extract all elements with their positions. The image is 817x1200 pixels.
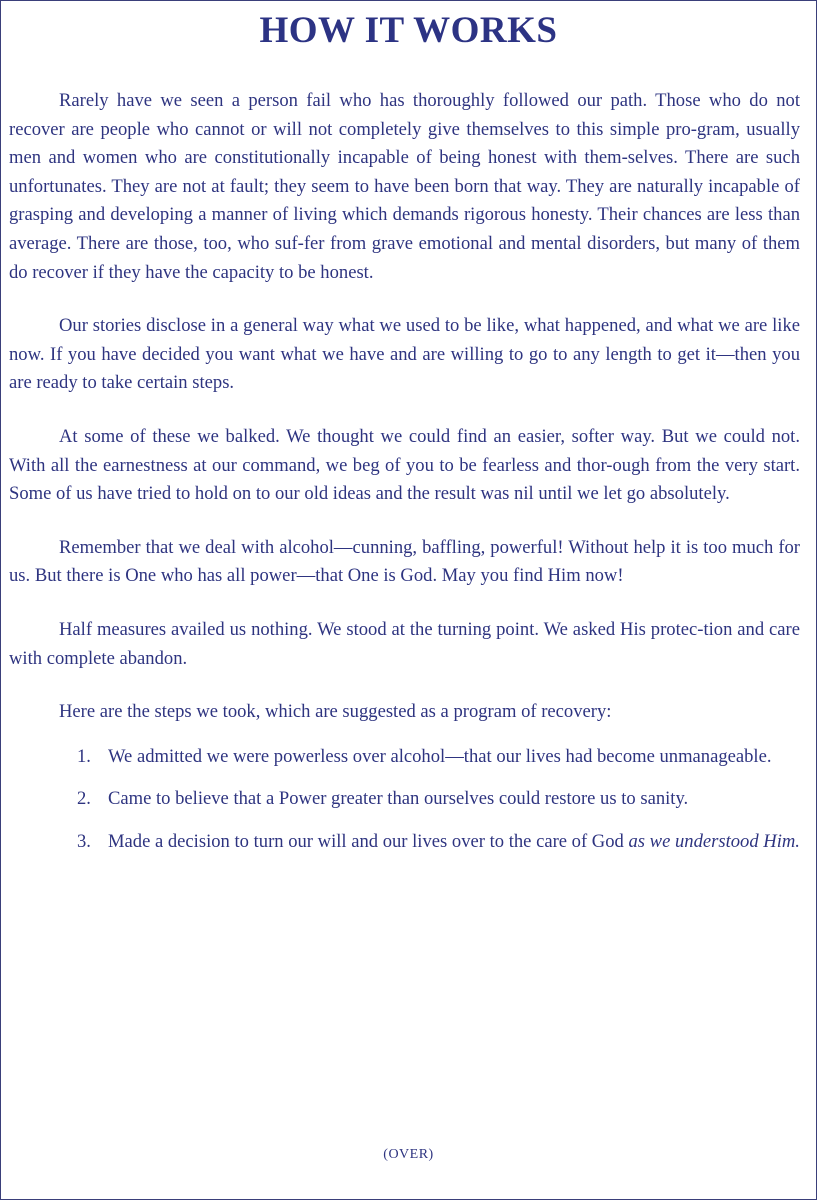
steps-intro: Here are the steps we took, which are suggested as a program of recovery:: [59, 701, 612, 723]
steps-list: [9, 743, 800, 857]
paragraph-5: Half measures availed us nothing. We stood at the turning point. We asked His protec-tion and care with complete abandon.: [9, 618, 800, 669]
paragraph-1: Rarely have we seen a person fail who has thoroughly followed our path. Those who do not recover are people who cannot or will not completely give themselves to this simple pro-gram, usually men and women who are constitutionally incapable of being honest with them-selves. There are such unfortunates. They are not at fault; they seem to have been born that way. They are naturally incapable of grasping and developing a manner of living which demands rigorous honesty. Their chances are less than average. There are those, too, who suf-fer from grave emotional and mental disorders, but many of them do recover if they have the capacity to be honest.: [9, 90, 800, 283]
step-number: 2.: [77, 788, 91, 810]
step-number: 1.: [77, 745, 91, 767]
step-text: [108, 788, 688, 809]
step-text: [108, 746, 772, 767]
step-text-main: Made a decision to turn our will and our lives over to the care of God: [108, 830, 629, 852]
step-item-2: [9, 785, 800, 814]
step-text-main: Came to believe that a Power greater than ourselves could restore us to sanity.: [108, 788, 689, 810]
step-item-1: [9, 743, 800, 772]
step-text: [108, 831, 800, 852]
paragraph-2: Our stories disclose in a general way what we used to be like, what happened, and what we are like now. If you have decided you want what we have and are willing to go to any length to get it—then you are ready to take certain steps.: [9, 315, 800, 394]
step-number: 3.: [77, 830, 91, 852]
step-text-emphasis: as we understood Him.: [628, 830, 800, 852]
step-item-3: [9, 828, 800, 857]
paragraph-3: At some of these we balked. We thought we could find an easier, softer way. But we could not. With all the earnestness at our command, we beg of you to be fearless and thor-ough from the very start. Some of us have tried to hold on to our old ideas and the result was nil until we let go absolutely.: [9, 425, 800, 505]
page-title: HOW IT WORKS: [259, 10, 558, 51]
over-footer: (OVER): [383, 1147, 434, 1162]
paragraph-4: Remember that we deal with alcohol—cunning, baffling, powerful! Without help it is too much for us. But there is One who has all power—that One is God. May you find Him now!: [9, 536, 800, 587]
step-text-main: We admitted we were powerless over alcohol—that our lives had become unmanageable.: [108, 745, 772, 767]
body-text: [9, 87, 800, 870]
